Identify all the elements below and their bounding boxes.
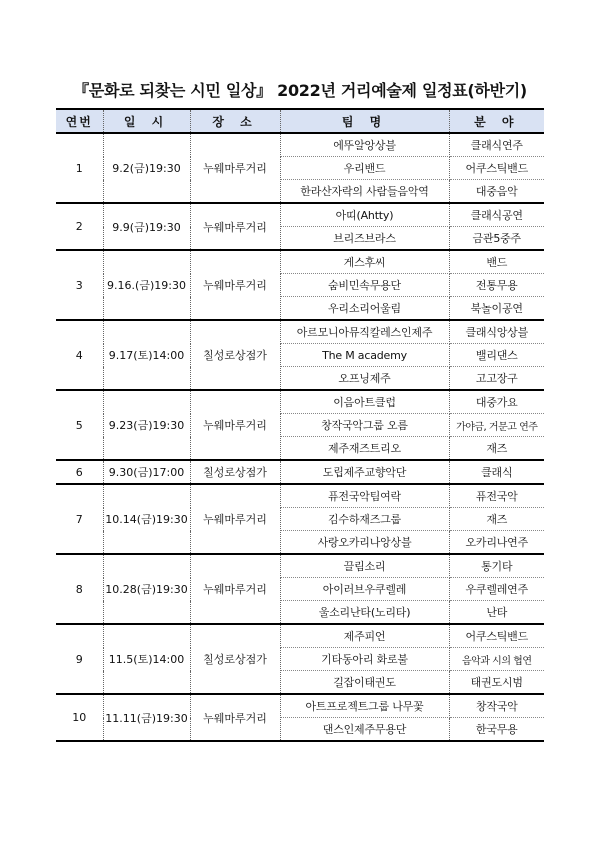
header-no: 연번 — [56, 109, 103, 133]
event-no: 10 — [56, 694, 103, 741]
header-place: 장 소 — [190, 109, 280, 133]
team-name: 울소리난타(노리타) — [280, 601, 449, 625]
event-no: 4 — [56, 320, 103, 390]
genre: 난타 — [449, 601, 544, 625]
event-date: 10.28(금)19:30 — [103, 554, 190, 624]
genre: 대중음악 — [449, 180, 544, 204]
genre: 고고장구 — [449, 367, 544, 391]
team-name: 창작국악그룹 오름 — [280, 414, 449, 437]
event-place: 누웨마루거리 — [190, 250, 280, 320]
genre: 전통무용 — [449, 274, 544, 297]
team-name: 기타동아리 화로불 — [280, 648, 449, 671]
event-no: 2 — [56, 203, 103, 250]
header-genre: 분 야 — [449, 109, 544, 133]
event-place: 누웨마루거리 — [190, 694, 280, 741]
genre: 우쿠렐레연주 — [449, 578, 544, 601]
event-place: 칠성로상점가 — [190, 624, 280, 694]
genre: 어쿠스틱밴드 — [449, 157, 544, 180]
table-row — [56, 320, 544, 344]
team-name: 끌림소리 — [280, 554, 449, 578]
team-name: 아르모니아뮤직칼레스인제주 — [280, 320, 449, 344]
event-date: 11.5(토)14:00 — [103, 624, 190, 694]
team-name: 제주재즈트리오 — [280, 437, 449, 461]
event-no: 3 — [56, 250, 103, 320]
table-row — [56, 390, 544, 414]
genre: 밴드 — [449, 250, 544, 274]
event-place: 누웨마루거리 — [190, 554, 280, 624]
genre: 클래식공연 — [449, 203, 544, 227]
team-name: 숨비민속무용단 — [280, 274, 449, 297]
team-name: 아트프로젝트그룹 나무꽃 — [280, 694, 449, 718]
team-name: 이음아트클럽 — [280, 390, 449, 414]
team-name: 사랑오카리나앙상블 — [280, 531, 449, 555]
genre: 퓨전국악 — [449, 484, 544, 508]
event-date: 9.17(토)14:00 — [103, 320, 190, 390]
genre: 밸리댄스 — [449, 344, 544, 367]
genre: 통기타 — [449, 554, 544, 578]
team-name: 길잡이태권도 — [280, 671, 449, 695]
event-place: 누웨마루거리 — [190, 390, 280, 460]
team-name: 아띠(Ahtty) — [280, 203, 449, 227]
team-name: The M academy — [280, 344, 449, 367]
genre: 어쿠스틱밴드 — [449, 624, 544, 648]
team-name: 퓨전국악팀여락 — [280, 484, 449, 508]
event-no: 5 — [56, 390, 103, 460]
table-row — [56, 554, 544, 578]
genre: 클래식연주 — [449, 133, 544, 157]
genre: 북놀이공연 — [449, 297, 544, 321]
event-date: 9.9(금)19:30 — [103, 203, 190, 250]
table-row — [56, 484, 544, 508]
event-date: 11.11(금)19:30 — [103, 694, 190, 741]
event-place: 누웨마루거리 — [190, 203, 280, 250]
table-row — [56, 460, 544, 484]
event-date: 9.23(금)19:30 — [103, 390, 190, 460]
team-name: 제주피언 — [280, 624, 449, 648]
team-name: 도립제주교향악단 — [280, 460, 449, 484]
schedule-table — [56, 108, 544, 742]
genre: 음악과 시의 협연 — [449, 648, 544, 671]
table-row — [56, 694, 544, 718]
event-place: 누웨마루거리 — [190, 133, 280, 203]
event-place: 칠성로상점가 — [190, 460, 280, 484]
genre: 태권도시범 — [449, 671, 544, 695]
team-name: 우리소리어울림 — [280, 297, 449, 321]
event-date: 10.14(금)19:30 — [103, 484, 190, 554]
event-no: 1 — [56, 133, 103, 203]
genre: 재즈 — [449, 437, 544, 461]
team-name: 오프닝제주 — [280, 367, 449, 391]
team-name: 김수하재즈그룹 — [280, 508, 449, 531]
genre: 한국무용 — [449, 718, 544, 742]
table-row — [56, 250, 544, 274]
team-name: 우리밴드 — [280, 157, 449, 180]
header-row — [56, 109, 544, 133]
event-date: 9.30(금)17:00 — [103, 460, 190, 484]
page-title: 『문화로 되찾는 시민 일상』 2022년 거리예술제 일정표(하반기) — [73, 81, 527, 100]
team-name: 게스후씨 — [280, 250, 449, 274]
genre: 오카리나연주 — [449, 531, 544, 555]
table-row — [56, 203, 544, 227]
event-no: 8 — [56, 554, 103, 624]
event-place: 누웨마루거리 — [190, 484, 280, 554]
event-place: 칠성로상점가 — [190, 320, 280, 390]
genre: 대중가요 — [449, 390, 544, 414]
table-row — [56, 133, 544, 157]
genre: 금관5중주 — [449, 227, 544, 251]
genre: 클래식앙상블 — [449, 320, 544, 344]
table-row — [56, 624, 544, 648]
header-date: 일 시 — [103, 109, 190, 133]
genre: 재즈 — [449, 508, 544, 531]
team-name: 댄스인제주무용단 — [280, 718, 449, 742]
team-name: 브리즈브라스 — [280, 227, 449, 251]
genre: 클래식 — [449, 460, 544, 484]
schedule-body — [56, 133, 544, 741]
team-name: 한라산자락의 사람들음악역 — [280, 180, 449, 204]
header-team: 팀 명 — [280, 109, 449, 133]
team-name: 아이러브우쿠렐레 — [280, 578, 449, 601]
event-no: 9 — [56, 624, 103, 694]
team-name: 에뚜알앙상블 — [280, 133, 449, 157]
event-date: 9.16.(금)19:30 — [103, 250, 190, 320]
event-no: 6 — [56, 460, 103, 484]
event-date: 9.2(금)19:30 — [103, 133, 190, 203]
genre: 가야금, 거문고 연주 — [449, 414, 544, 437]
genre: 창작국악 — [449, 694, 544, 718]
event-no: 7 — [56, 484, 103, 554]
